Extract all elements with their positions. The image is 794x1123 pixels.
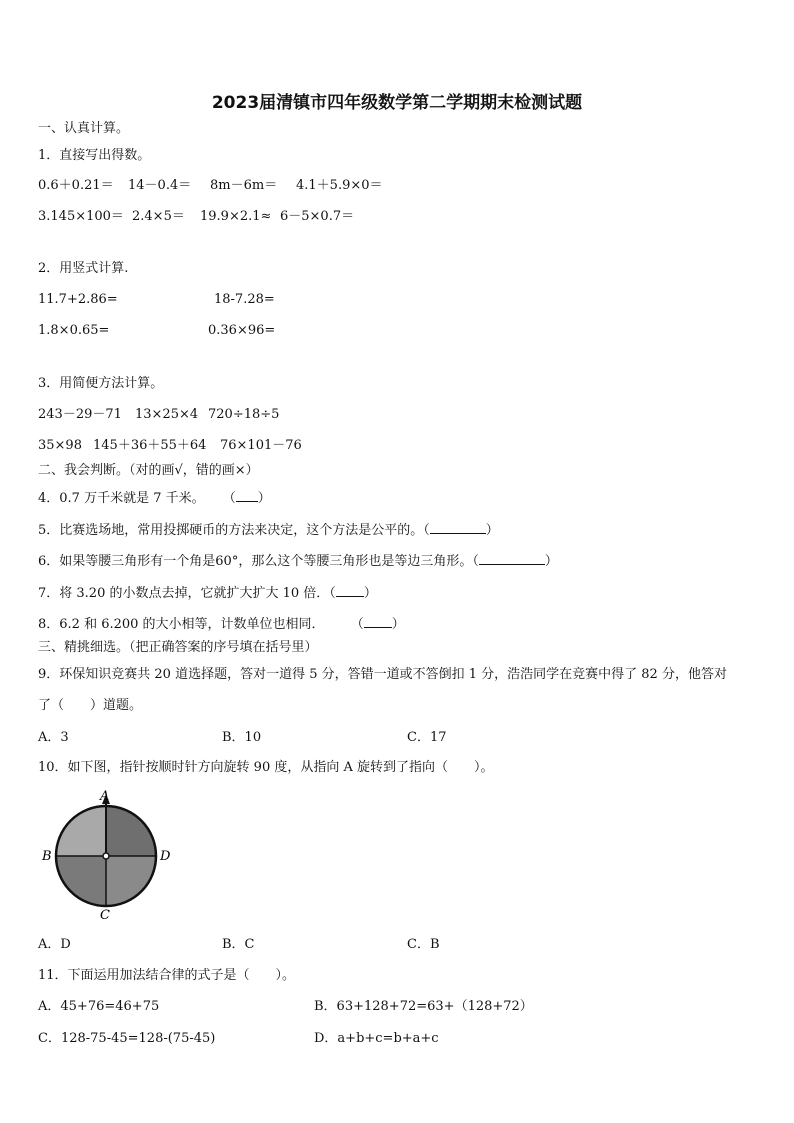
q5-text: 5．比赛选场地，常用投掷硬币的方法来决定，这个方法是公平的。 xyxy=(38,523,424,538)
q1-item: 14－0.4＝ xyxy=(128,178,192,193)
q3-label: 3．用简便方法计算。 xyxy=(38,376,164,391)
q6-answer-blank[interactable] xyxy=(479,552,545,565)
q10-text: 10．如下图，指针按顺时针方向旋转 90 度，从指向 A 旋转到了指向（ ）。 xyxy=(38,760,494,775)
q9-option-a[interactable]: A．3 xyxy=(38,730,69,745)
q2-label: 2．用竖式计算. xyxy=(38,261,129,276)
q7-open: （ xyxy=(329,586,336,601)
q10-option-a[interactable]: A．D xyxy=(38,937,71,952)
q9-line2: 了（ ）道题。 xyxy=(38,698,143,713)
section-1-heading: 一、认真计算。 xyxy=(38,121,130,136)
q1-item: 6－5×0.7＝ xyxy=(280,209,355,224)
q3-item: 243－29－71 xyxy=(38,407,122,422)
q7-text: 7．将 3.20 的小数点去掉，它就扩大扩大 10 倍． xyxy=(38,586,330,601)
q2-item: 18-7.28= xyxy=(214,292,275,307)
q8-close: ） xyxy=(391,617,405,632)
q2-item: 1.8×0.65= xyxy=(38,323,110,338)
q3-item: 35×98 xyxy=(38,438,82,453)
q8-text: 8．6.2 和 6.200 的大小相等，计数单位也相同． xyxy=(38,617,325,632)
q10-option-b[interactable]: B．C xyxy=(222,937,255,952)
q2-item: 0.36×96= xyxy=(208,323,276,338)
q6-open: （ xyxy=(472,554,479,569)
q1-item: 8m－6m＝ xyxy=(210,178,278,193)
label-c: C xyxy=(100,908,110,922)
q5-close: ） xyxy=(485,523,499,538)
q1-item: 2.4×5＝ xyxy=(132,209,185,224)
q3-item: 720÷18÷5 xyxy=(208,407,280,422)
q9-line1: 9．环保知识竞赛共 20 道选择题，答对一道得 5 分，答错一道或不答倒扣 1 分，浩浩同学在竞赛中得了 82 分，他答对 xyxy=(38,667,727,682)
q1-item: 3.145×100＝ xyxy=(38,209,124,224)
q8 xyxy=(38,615,405,633)
q11-option-d[interactable]: D．a+b+c=b+a+c xyxy=(314,1031,439,1046)
q7 xyxy=(38,584,377,602)
dial-center xyxy=(103,853,109,859)
q4-open: （ xyxy=(222,491,236,506)
q1-item: 19.9×2.1≈ xyxy=(200,209,272,224)
q5-answer-blank[interactable] xyxy=(430,521,486,534)
page-title: 2023届清镇市四年级数学第二学期期末检测试题 xyxy=(211,93,583,113)
q9-option-c[interactable]: C．17 xyxy=(407,730,447,745)
q8-answer-blank[interactable] xyxy=(364,615,392,628)
section-2-heading: 二、我会判断。（对的画√，错的画×） xyxy=(38,463,259,478)
label-b: B xyxy=(42,849,52,864)
q3-item: 13×25×4 xyxy=(135,407,199,422)
q3-item: 76×101－76 xyxy=(220,438,302,453)
section-3-heading: 三、精挑细选。（把正确答案的序号填在括号里） xyxy=(38,640,318,655)
q2-item: 11.7+2.86= xyxy=(38,292,118,307)
q8-open: （ xyxy=(350,617,364,632)
label-d: D xyxy=(160,849,171,864)
q10-option-c[interactable]: C．B xyxy=(407,937,440,952)
q6 xyxy=(38,552,558,570)
q1-label: 1．直接写出得数。 xyxy=(38,148,151,163)
q11-option-c[interactable]: C．128-75-45=128-(75-45) xyxy=(38,1031,216,1046)
q5 xyxy=(38,521,499,539)
q11-option-a[interactable]: A．45+76=46+75 xyxy=(38,999,160,1014)
q6-text: 6．如果等腰三角形有一个角是60°，那么这个等腰三角形也是等边三角形。 xyxy=(38,554,473,569)
q4-close: ） xyxy=(257,491,271,506)
q4-text: 4．0.7 万千米就是 7 千米。 xyxy=(38,491,205,506)
clock-dial-figure xyxy=(36,786,176,922)
q6-close: ） xyxy=(544,554,558,569)
q1-item: 4.1＋5.9×0＝ xyxy=(296,178,383,193)
q4 xyxy=(38,489,271,507)
q1-item: 0.6＋0.21＝ xyxy=(38,178,114,193)
q3-item: 145＋36＋55＋64 xyxy=(93,438,207,453)
q9-option-b[interactable]: B．10 xyxy=(222,730,262,745)
q5-open: （ xyxy=(423,523,430,538)
q11-option-b[interactable]: B．63+128+72=63+（128+72） xyxy=(314,999,533,1014)
q7-answer-blank[interactable] xyxy=(336,584,364,597)
label-a: A xyxy=(100,789,110,804)
q4-answer-blank[interactable] xyxy=(236,489,258,502)
q11-text: 11．下面运用加法结合律的式子是（ ）。 xyxy=(38,968,296,983)
q7-close: ） xyxy=(363,586,377,601)
